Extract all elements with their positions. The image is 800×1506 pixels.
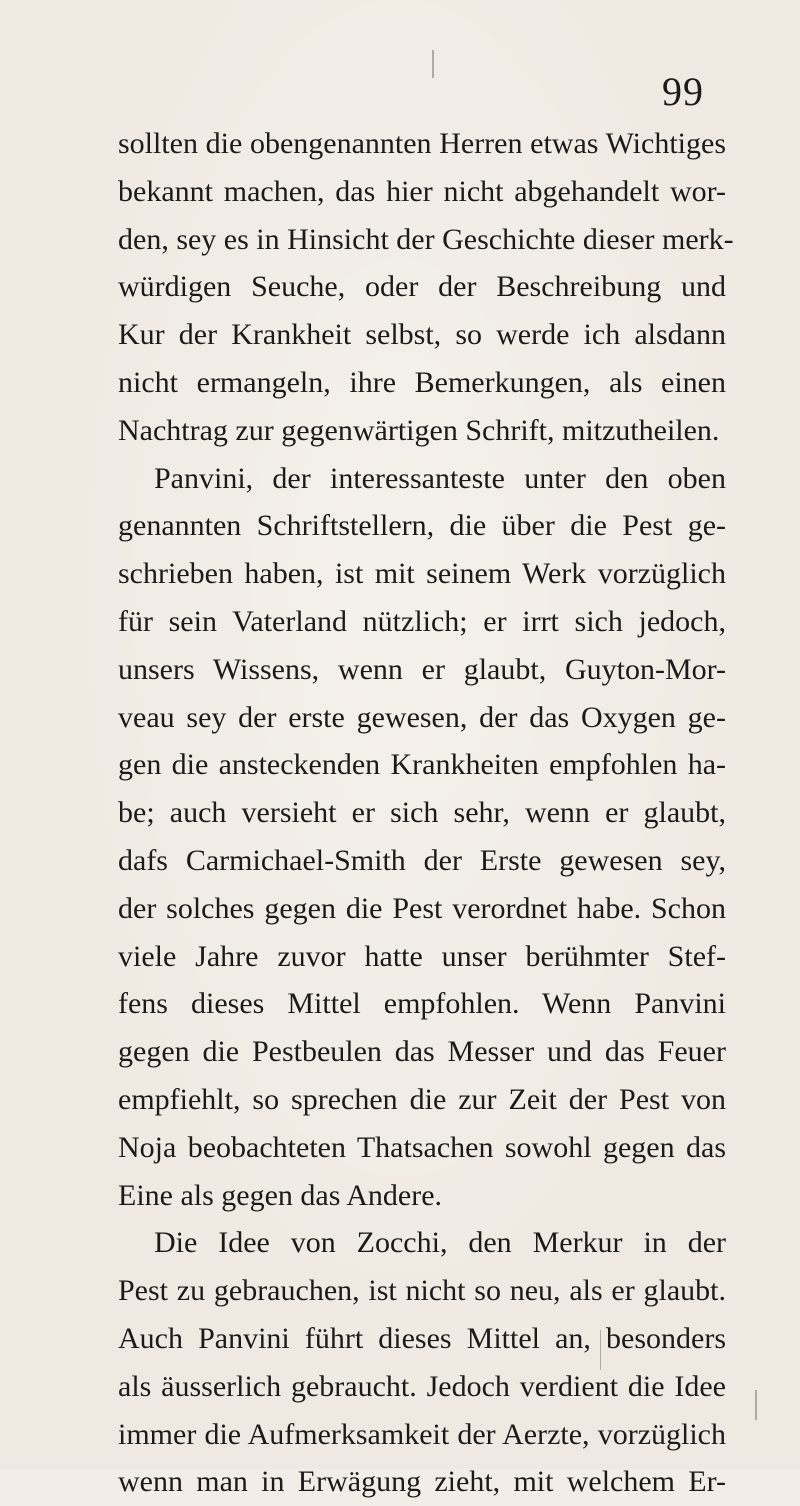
text-line: würdigen Seuche, oder der Beschreibung und — [118, 270, 726, 304]
page-number: 99 — [662, 69, 704, 114]
scan-speck — [755, 1390, 757, 1420]
text-line: gen die ansteckenden Krankheiten empfohlen ha- — [118, 748, 726, 782]
text-line: bekannt machen, das hier nicht abgehandelt wor- — [118, 174, 726, 208]
text-line: dafs Carmichael-Smith der Erste gewesen sey, — [118, 843, 726, 877]
text-line: als äusserlich gebraucht. Jedoch verdient die Idee — [118, 1369, 726, 1403]
text-line: veau sey der erste gewesen, der das Oxygen ge- — [118, 700, 726, 734]
text-line: unsers Wissens, wenn er glaubt, Guyton-Mor- — [118, 652, 726, 686]
text-line: für sein Vaterland nützlich; er irrt sich jedoch, — [118, 604, 726, 638]
text-line: der solches gegen die Pest verordnet habe. Schon — [118, 891, 726, 925]
text-line: sollten die obengenannten Herren etwas Wichtiges — [118, 127, 726, 160]
body-text — [118, 120, 734, 1506]
text-line: den, sey es in Hinsicht der Geschichte dieser merk- — [118, 222, 734, 256]
text-line: Die Idee von Zocchi, den Merkur in der — [154, 1226, 726, 1260]
text-line: Panvini, der interessanteste unter den oben — [154, 461, 726, 495]
text-line: Noja beobachteten Thatsachen sowohl gegen das — [118, 1130, 726, 1164]
text-line: Auch Panvini führt dieses Mittel an, besonders — [118, 1321, 726, 1355]
text-line: Nachtrag zur gegenwärtigen Schrift, mitzutheilen. — [118, 413, 720, 447]
text-line: empfiehlt, so sprechen die zur Zeit der Pest von — [118, 1082, 726, 1116]
text-line: nicht ermangeln, ihre Bemerkungen, als einen — [118, 365, 726, 399]
text-line: schrieben haben, ist mit seinem Werk vorzüglich — [118, 557, 726, 591]
text-line: wenn man in Erwägung zieht, mit welchem Er- — [118, 1465, 726, 1499]
text-line: Pest zu gebrauchen, ist nicht so neu, als er glaubt. — [118, 1274, 726, 1308]
text-line: genannten Schriftstellern, die über die Pest ge- — [118, 509, 726, 543]
text-line: Kur der Krankheit selbst, so werde ich alsdann — [118, 318, 726, 352]
text-line: immer die Aufmerksamkeit der Aerzte, vorzüglich — [118, 1417, 726, 1451]
text-line: Eine als gegen das Andere. — [118, 1178, 443, 1212]
scan-speck — [432, 50, 434, 78]
scan-speck — [600, 1330, 601, 1370]
text-line: viele Jahre zuvor hatte unser berühmter Stef- — [118, 939, 726, 973]
text-line: gegen die Pestbeulen das Messer und das Feuer — [118, 1035, 726, 1069]
text-line: fens dieses Mittel empfohlen. Wenn Panvini — [118, 987, 726, 1021]
text-line: be; auch versieht er sich sehr, wenn er glaubt, — [118, 796, 726, 830]
